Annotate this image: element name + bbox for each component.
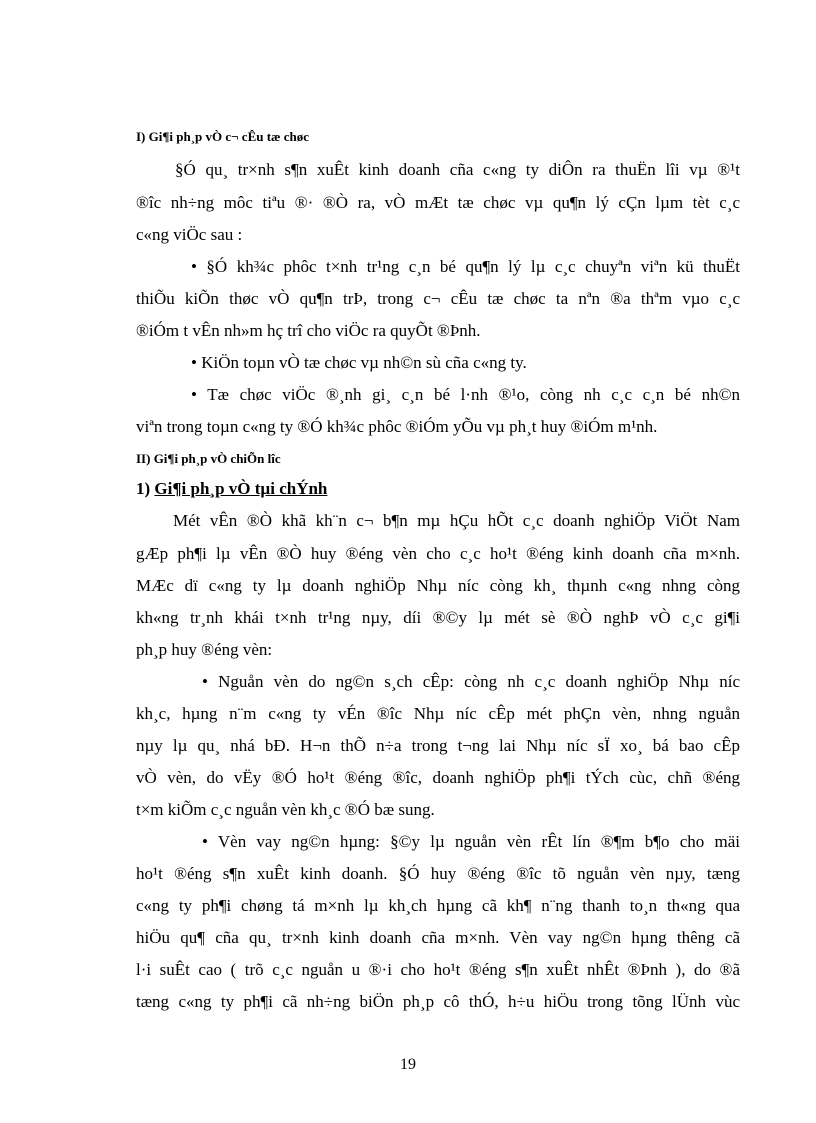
- paragraph-line: §Ó qu¸ tr×nh s¶n xuÊt kinh doanh cña c«ng ty diÔn ra thuËn lîi vµ ®¹t: [175, 160, 740, 179]
- paragraph-line: c«ng ty ph¶i chøng tá m×nh lµ kh¸ch hµng cã kh¶ n¨ng thanh to¸n th«ng qua: [136, 896, 740, 915]
- paragraph-line: l·i suÊt cao ( trõ c¸c nguån u ®·i cho ho¹t ®éng s¶n xuÊt nhÊt ®Þnh ), do ®ã: [136, 960, 740, 979]
- bullet-line: • Vèn vay ng©n hµng: §©y lµ nguån vèn rÊt lín ®¶m b¶o cho mäi: [202, 832, 740, 851]
- section-heading-1: I) Gi¶i ph¸p vÒ c¬ cÊu tæ chøc: [136, 129, 309, 144]
- paragraph-line: MÆc dï c«ng ty lµ doanh nghiÖp Nhµ níc còng kh¸ thµnh c«ng nhng còng: [136, 576, 740, 595]
- paragraph-line: nµy lµ qu¸ nhá bÐ. H¬n thÕ n÷a trong t¬ng lai Nhµ níc sÏ xo¸ bá bao cÊp: [136, 736, 740, 755]
- paragraph-line: kh«ng tr¸nh khái t×nh tr¹ng nµy, díi ®©y lµ mét sè ®Ò nghÞ vÒ c¸c gi¶i: [136, 608, 740, 627]
- paragraph-line: ph¸p huy ®éng vèn:: [136, 640, 273, 659]
- subsection-number: 1): [136, 479, 155, 498]
- paragraph-line: hiÖu qu¶ cña qu¸ tr×nh kinh doanh cña m×nh. Vèn vay ng©n hµng thêng cã: [136, 928, 740, 947]
- subsection-title: Gi¶i ph¸p vÒ tµi chÝnh: [154, 479, 328, 498]
- paragraph-line: gÆp ph¶i lµ vÊn ®Ò huy ®éng vèn cho c¸c ho¹t ®éng kinh doanh cña m×nh.: [136, 544, 740, 563]
- paragraph-line: t×m kiÕm c¸c nguån vèn kh¸c ®Ó bæ sung.: [136, 800, 435, 819]
- paragraph-line: c«ng viÖc sau :: [136, 225, 243, 244]
- bullet-line: • Tæ chøc viÖc ®¸nh gi¸ c¸n bé l·nh ®¹o, còng nh c¸c c¸n bé nh©n: [191, 385, 740, 404]
- paragraph-line: tæng c«ng ty ph¶i cã nh÷ng biÖn ph¸p cô thÓ, h÷u hiÖu trong tõng lÜnh vùc: [136, 992, 740, 1011]
- bullet-line: • Nguån vèn do ng©n s¸ch cÊp: còng nh c¸c doanh nghiÖp Nhµ níc: [202, 672, 740, 691]
- paragraph-line: viªn trong toµn c«ng ty ®Ó kh¾c phôc ®iÓm yÕu vµ ph¸t huy ®iÓm m¹nh.: [136, 417, 658, 436]
- paragraph-line: ®îc nh÷ng môc tiªu ®· ®Ò ra, vÒ mÆt tæ chøc vµ qu¶n lý cÇn lµm tèt c¸c: [136, 193, 740, 212]
- paragraph-line: kh¸c, hµng n¨m c«ng ty vÉn ®îc Nhµ níc cÊp mét phÇn vèn, nhng nguån: [136, 704, 740, 723]
- section-heading-2: II) Gi¶i ph¸p vÒ chiÕn lîc: [136, 451, 281, 466]
- paragraph-line: Mét vÊn ®Ò khã kh¨n c¬ b¶n mµ hÇu hÕt c¸c doanh nghiÖp ViÖt Nam: [173, 511, 740, 530]
- bullet-line: • §Ó kh¾c phôc t×nh tr¹ng c¸n bé qu¶n lý lµ c¸c chuyªn viªn kü thuËt: [191, 257, 740, 276]
- page-number: 19: [400, 1056, 416, 1073]
- bullet-line: • KiÖn toµn vÒ tæ chøc vµ nh©n sù cña c«ng ty.: [191, 353, 527, 372]
- paragraph-line: ho¹t ®éng s¶n xuÊt kinh doanh. §Ó huy ®éng ®îc tõ nguån vèn nµy, tæng: [136, 864, 740, 883]
- paragraph-line: ®iÓm t vÊn nh»m hç trî cho viÖc ra quyÕt ®Þnh.: [136, 321, 481, 340]
- paragraph-line: thiÕu kiÕn thøc vÒ qu¶n trÞ, trong c¬ cÊu tæ chøc ta nªn ®a thªm vµo c¸c: [136, 289, 740, 308]
- subsection-heading: [136, 478, 327, 500]
- paragraph-line: vÒ vèn, do vËy ®Ó ho¹t ®éng ®îc, doanh nghiÖp ph¶i tÝch cùc, chñ ®éng: [136, 768, 740, 787]
